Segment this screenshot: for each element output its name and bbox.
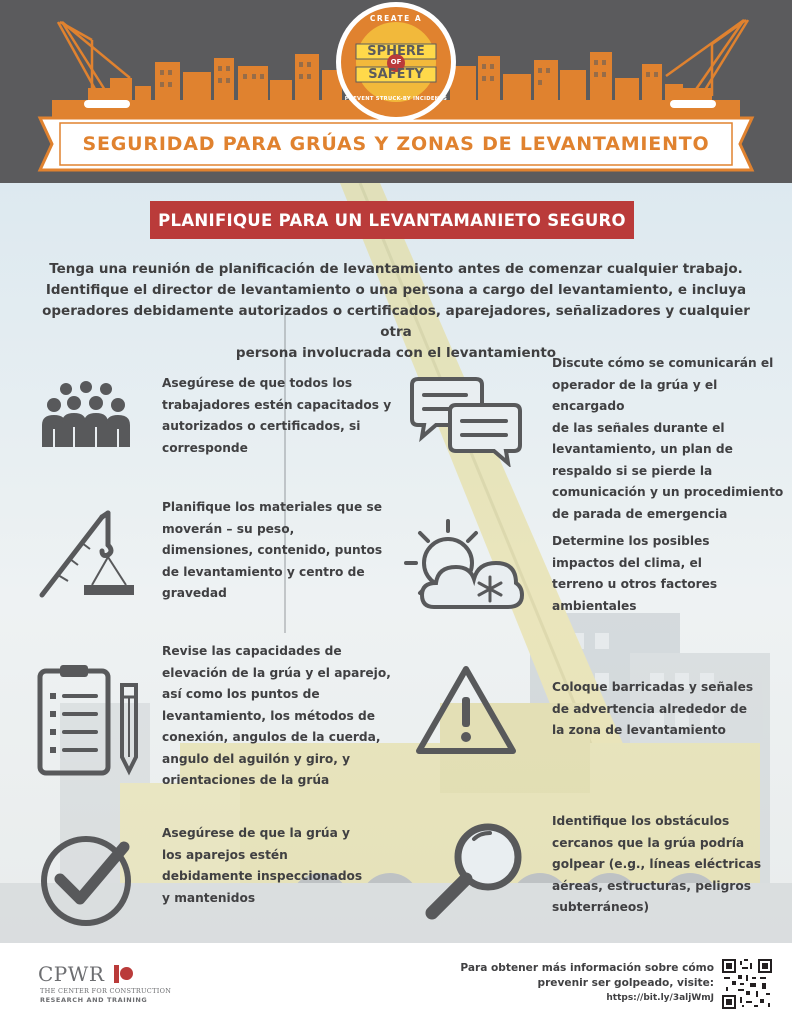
item-line: levantamiento, un plan de xyxy=(552,442,733,456)
main-content xyxy=(0,183,792,943)
item-line: Asegúrese de que la grúa y xyxy=(162,826,351,840)
crane-hook-icon xyxy=(38,505,138,601)
item-line: de las señales durante el xyxy=(552,420,725,435)
item-capacities-text xyxy=(162,641,402,792)
intro-paragraph xyxy=(30,259,762,364)
item-inspection-text xyxy=(162,823,392,909)
checkmark-circle-icon xyxy=(38,833,134,929)
item-line: de advertencia alrededor de xyxy=(552,701,748,716)
clipboard-pencil-icon xyxy=(36,663,142,777)
item-line: levantamiento, los métodos de xyxy=(162,708,376,723)
item-line: Coloque barricadas y señales xyxy=(552,680,754,694)
weather-icon xyxy=(404,519,526,617)
warning-triangle-icon xyxy=(414,663,518,757)
item-line: Revise las capacidades de xyxy=(162,644,342,658)
item-line: aéreas, estructuras, peligros xyxy=(552,878,751,893)
item-line: gravedad xyxy=(162,586,227,600)
page-title: SEGURIDAD PARA GRÚAS Y ZONAS DE LEVANTAMIENTO xyxy=(82,133,710,155)
qr-code-icon[interactable] xyxy=(722,959,772,1009)
header-banner xyxy=(0,0,792,183)
cpwr-logo xyxy=(38,962,132,986)
item-line: así como los puntos de xyxy=(162,687,320,701)
item-line: angulo del aguilón y giro, y xyxy=(162,751,351,766)
cpwr-logo-mark-icon xyxy=(114,965,132,983)
item-line: de levantamiento y centro de xyxy=(162,564,365,579)
item-line: Discute cómo se comunicarán el xyxy=(552,356,774,370)
logo-of-text: OF xyxy=(390,58,402,66)
item-line: moverán – su peso, xyxy=(162,521,295,536)
item-line: respaldo si se pierde la xyxy=(552,463,713,478)
item-line: cercanos que la grúa podría xyxy=(552,835,745,850)
item-line: debidamente inspeccionados xyxy=(162,869,363,883)
intro-line: Tenga una reunión de planificación de levantamiento antes de comenzar cualquier trabajo. xyxy=(49,261,743,277)
footer xyxy=(0,943,792,1024)
item-line: elevación de la grúa y el aparejo, xyxy=(162,665,391,680)
item-communication-text xyxy=(552,353,788,525)
item-line: de parada de emergencia xyxy=(552,506,728,521)
cpwr-logo-text: CPWR xyxy=(38,962,105,986)
magnifying-glass-icon xyxy=(424,817,528,921)
item-line: orientaciones de la grúa xyxy=(162,773,330,787)
item-line: trabajadores estén capacitados y xyxy=(162,397,392,412)
item-line: y mantenidos xyxy=(162,890,256,905)
item-line: corresponde xyxy=(162,440,248,455)
more-info-line: prevenir ser golpeado, visite: xyxy=(537,977,714,989)
item-obstacles-text xyxy=(552,811,782,919)
intro-line: persona involucrada con el levantamiento xyxy=(235,345,557,361)
item-barricades-text xyxy=(552,677,782,742)
item-line: Planifique los materiales que se xyxy=(162,500,382,514)
item-weather-text xyxy=(552,531,772,617)
item-line: terreno u otros factores xyxy=(552,577,718,591)
item-line: los aparejos estén xyxy=(162,847,288,862)
intro-line: operadores debidamente autorizados o certificados, aparejadores, señalizadores y cualquier otra xyxy=(42,303,750,340)
logo-sphere-text: SPHERE xyxy=(367,44,425,59)
logo-bottom-text: PREVENT STRUCK-BY INCIDENTS xyxy=(344,96,448,102)
item-line: la zona de levantamiento xyxy=(552,723,726,737)
item-workers-text xyxy=(162,373,392,459)
item-materials-text xyxy=(162,497,392,605)
item-line: ambientales xyxy=(552,598,637,613)
item-line: Identifique los obstáculos xyxy=(552,814,730,828)
more-info-link[interactable]: https://bit.ly/3aljWmJ xyxy=(606,993,714,1003)
item-line: golpear (e.g., líneas eléctricas xyxy=(552,857,762,871)
item-line: Determine los posibles xyxy=(552,534,710,548)
item-line: subterráneos) xyxy=(552,900,650,914)
section-title: PLANIFIQUE PARA UN LEVANTAMANIETO SEGURO xyxy=(150,201,634,239)
cpwr-subtitle-2: RESEARCH AND TRAINING xyxy=(40,996,148,1004)
item-line: dimensiones, contenido, puntos xyxy=(162,543,383,557)
item-line: autorizados o certificados, si xyxy=(162,419,361,433)
item-line: Asegúrese de que todos los xyxy=(162,376,353,390)
logo-safety-text: SAFETY xyxy=(368,67,424,82)
item-line: impactos del clima, el xyxy=(552,555,702,570)
item-line: operador de la grúa y el encargado xyxy=(552,377,718,413)
item-line: conexión, angulos de la cuerda, xyxy=(162,730,381,744)
more-info-line: Para obtener más información sobre cómo xyxy=(460,962,714,974)
intro-line: Identifique el director de levantamiento o una persona a cargo del levantamiento, e incluya xyxy=(45,282,747,298)
more-info-text xyxy=(440,961,714,991)
item-line: comunicación y un procedimiento xyxy=(552,485,784,499)
logo-top-text: CREATE A xyxy=(369,14,423,23)
cpwr-subtitle-1: THE CENTER FOR CONSTRUCTION xyxy=(40,987,172,995)
workers-group-icon xyxy=(38,381,134,451)
chat-bubbles-icon xyxy=(410,375,522,467)
